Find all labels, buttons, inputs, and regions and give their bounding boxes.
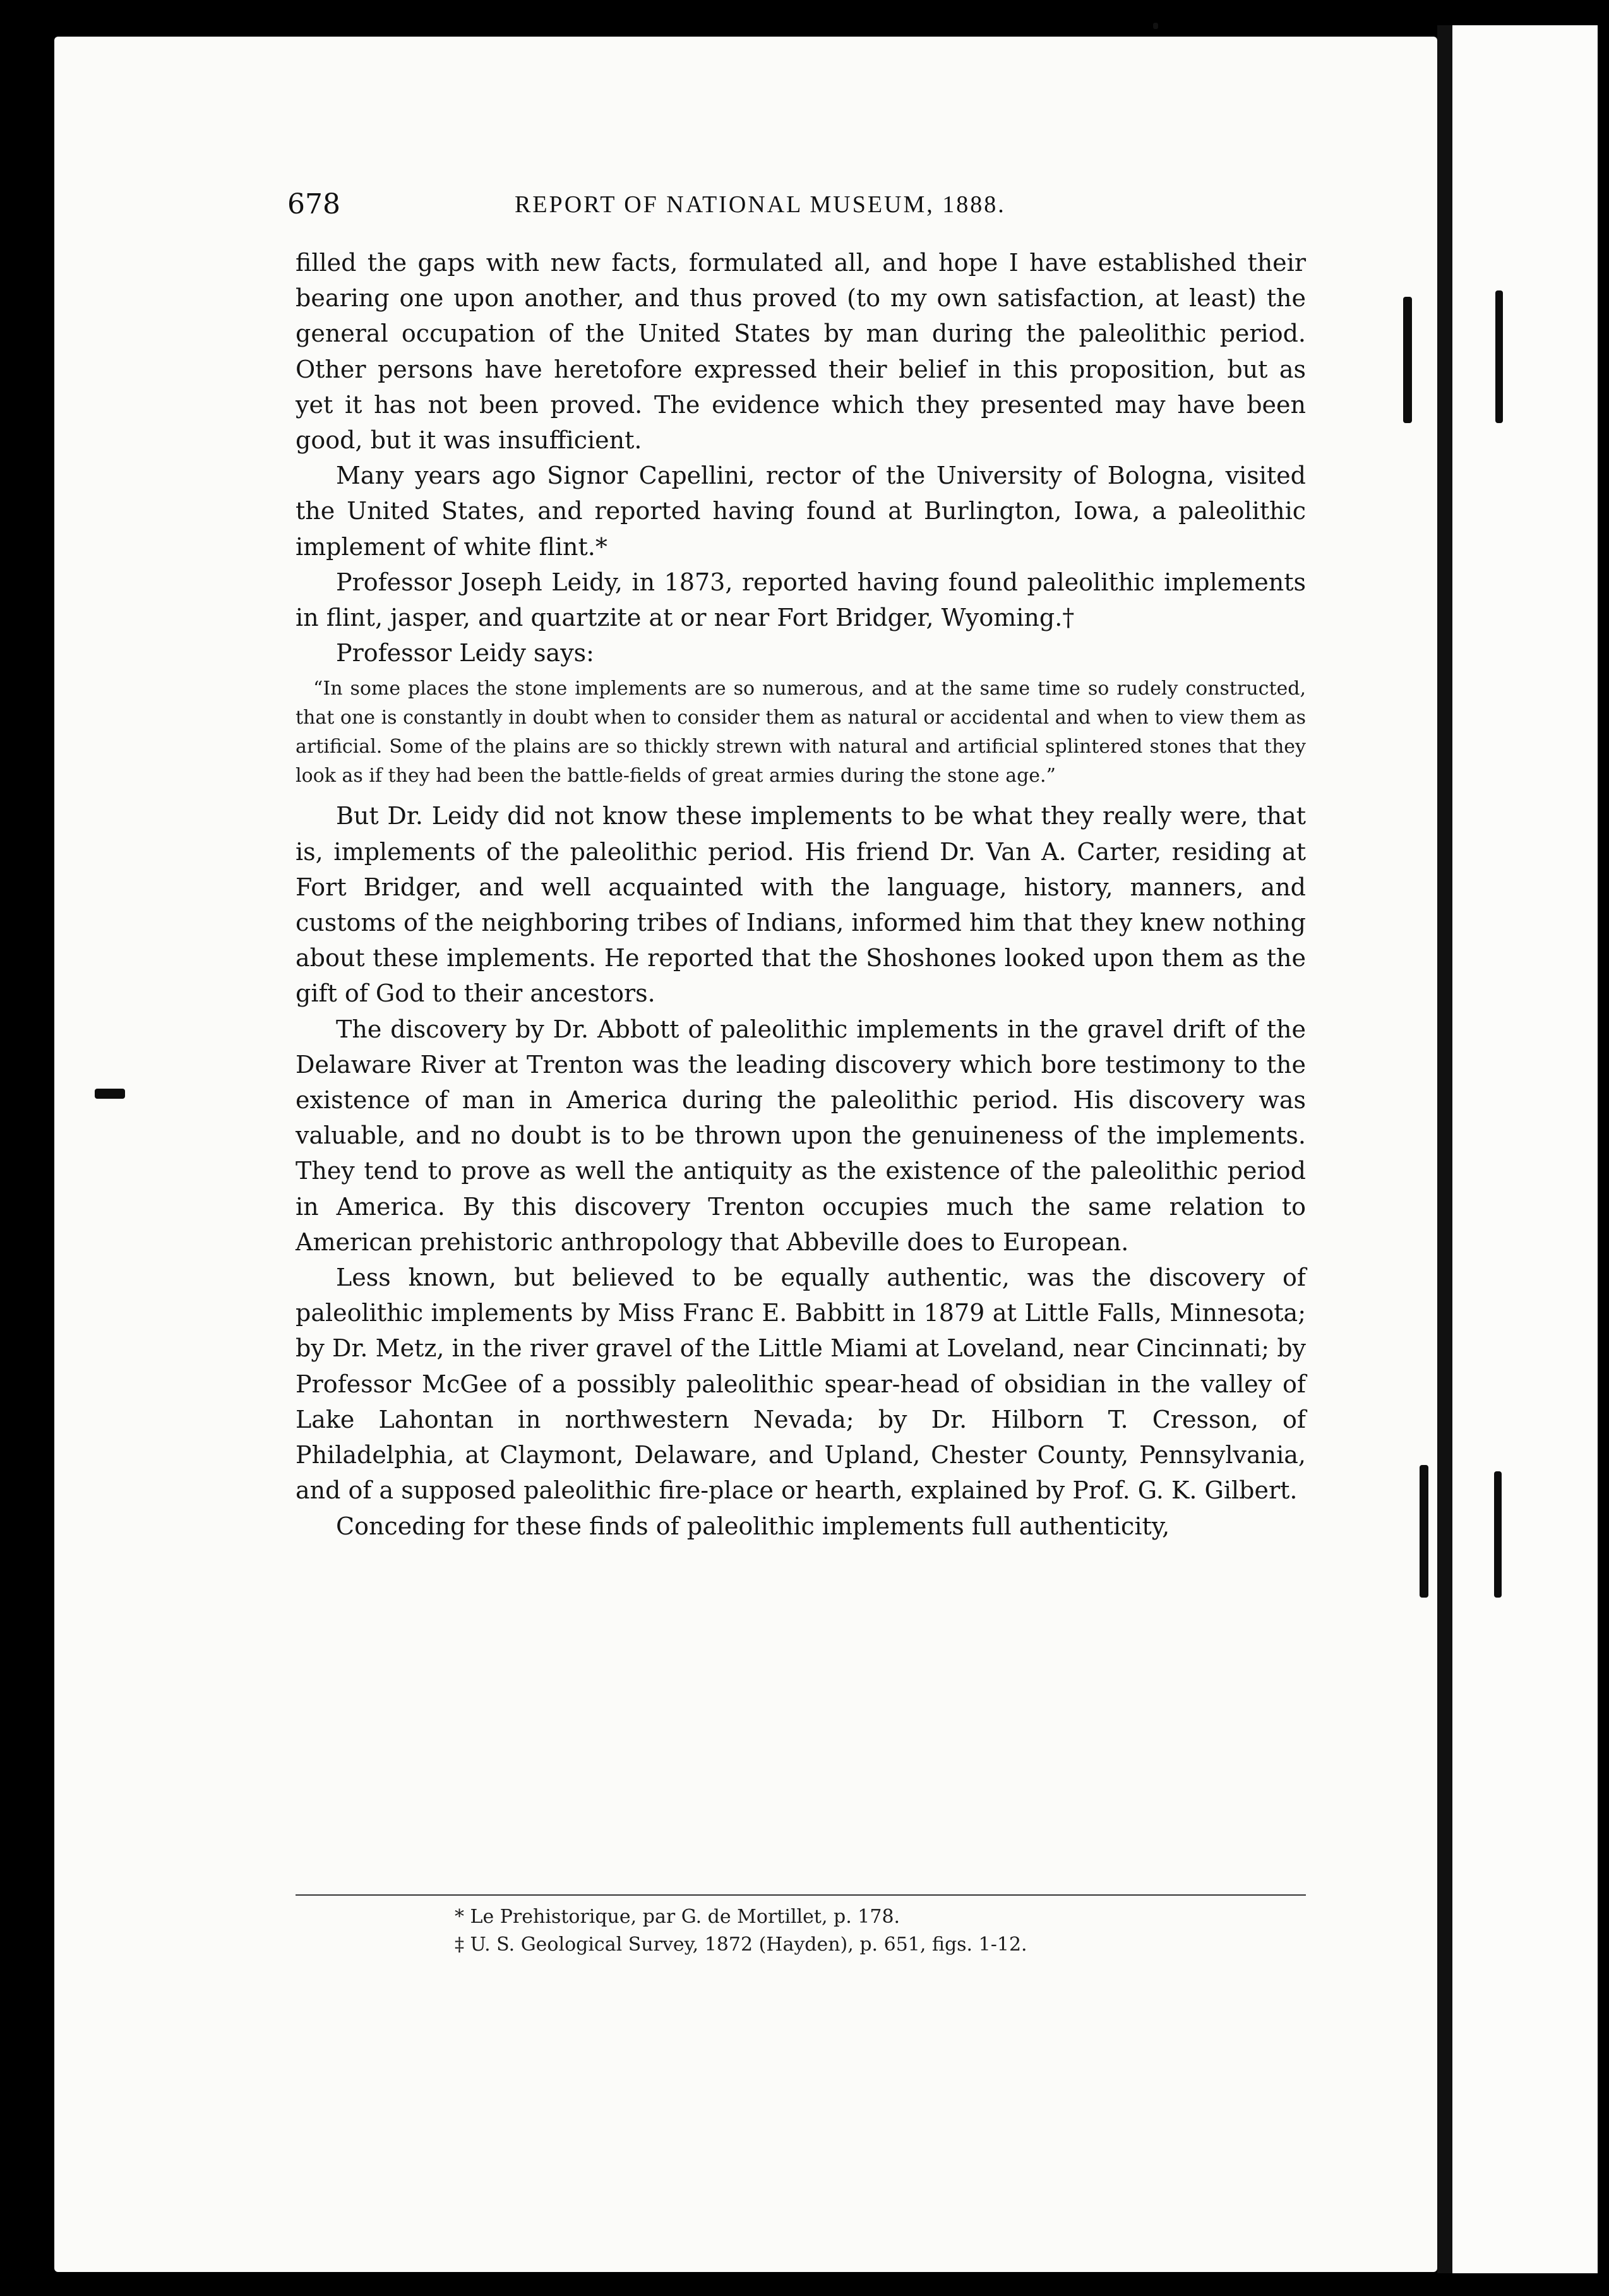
gutter-shadow: [1437, 25, 1452, 2273]
scan-speck: [1153, 23, 1158, 29]
facing-page-bracket: [1494, 1471, 1502, 1598]
margin-mark-bracket: [1420, 1465, 1428, 1598]
facing-page-edge: [1452, 25, 1598, 2273]
running-header: [287, 188, 1307, 226]
paragraph: Conceding for these finds of paleolithic implements full authenticity,: [336, 1512, 1170, 1540]
body-text: [296, 245, 1306, 1544]
running-head-title: REPORT OF NATIONAL MUSEUM, 1888.: [515, 191, 1006, 218]
block-quote: “In some places the stone implements are so numerous, and at the same time so rudely constructed, that one is constantly in doubt when to consider them as natural or accidental and when to view them as artificial. Some of the plains are so thickly strewn with natural and artificial splintered stones that they look as if they had been the battle-fields of great armies during the stone age.”: [296, 678, 1306, 787]
paragraph: But Dr. Leidy did not know these implements to be what they really were, that is, implements of the paleolithic period. His friend Dr. Van A. Carter, residing at Fort Bridger, and well acquainted with the language, history, manners, and customs of the neighboring tribes of Indians, informed him that they knew nothing about these implements. He reported that the Shoshones looked upon them as the gift of God to their ancestors.: [296, 802, 1306, 1008]
paragraph: The discovery by Dr. Abbott of paleolithic implements in the gravel drift of the Delaware River at Trenton was the leading discovery which bore testimony to the existence of man in America during the paleolithic period. His discovery was valuable, and no doubt is to be thrown upon the genuineness of the implements. They tend to prove as well the antiquity as the existence of the paleolithic period in America. By this discovery Trenton occupies much the same relation to American prehistoric anthropology that Abbeville does to European.: [296, 1015, 1306, 1256]
footnote: * Le Prehistorique, par G. de Mortillet, p. 178.: [455, 1906, 900, 1928]
paragraph: filled the gaps with new facts, formulated all, and hope I have established their bearing one upon another, and thus proved (to my own satisfaction, at least) the general occupation of the United States by man during the paleolithic period. Other persons have heretofore expressed their belief in this proposition, but as yet it has not been proved. The evidence which they presented may have been good, but it was insufficient.: [296, 249, 1306, 455]
margin-mark-bracket: [1403, 297, 1412, 423]
paragraph: Less known, but believed to be equally authentic, was the discovery of paleolithic implements by Miss Franc E. Babbitt in 1879 at Little Falls, Minnesota; by Dr. Metz, in the river gravel of the Little Miami at Loveland, near Cincinnati; by Professor McGee of a possibly paleolithic spear-head of obsidian in the valley of Lake Lahontan in northwestern Nevada; by Dr. Hilborn T. Cresson, of Philadelphia, at Claymont, Delaware, and Upland, Chester County, Pennsylvania, and of a supposed paleolithic fire-place or hearth, explained by Prof. G. K. Gilbert.: [296, 1264, 1306, 1505]
page-number: 678: [287, 188, 340, 220]
paragraph: Professor Joseph Leidy, in 1873, reported having found paleolithic implements in flint, jasper, and quartzite at or near Fort Bridger, Wyoming.†: [296, 568, 1306, 632]
footnote-rule: [296, 1894, 1306, 1896]
footnote: ‡ U. S. Geological Survey, 1872 (Hayden), p. 651, figs. 1-12.: [455, 1934, 1027, 1956]
paragraph: Professor Leidy says:: [336, 639, 594, 667]
facing-page-bracket: [1495, 290, 1503, 423]
paragraph: Many years ago Signor Capellini, rector of the University of Bologna, visited the United States, and reported having found at Burlington, Iowa, a paleolithic implement of white flint.*: [296, 462, 1306, 561]
footnotes: [455, 1903, 1276, 1959]
margin-notch: [95, 1089, 125, 1099]
